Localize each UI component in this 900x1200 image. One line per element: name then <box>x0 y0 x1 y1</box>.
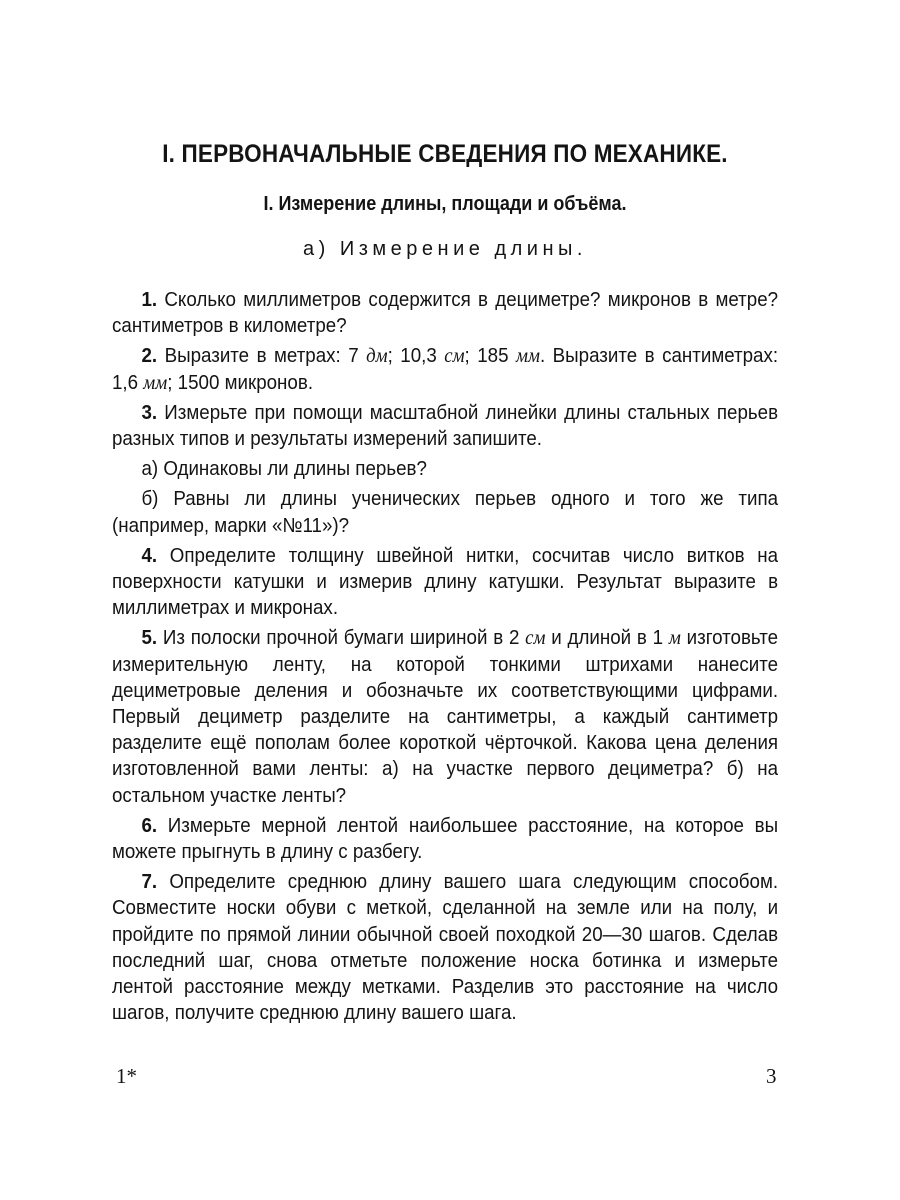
unit: см <box>444 345 465 368</box>
unit: см <box>525 627 546 650</box>
problem-text: Определите среднюю длину вашего шага следующим способом. Совместите носки обуви с меткой, сделанной на земле или на полу, и пройдите по прямой линии обычной своей походкой 20—30 шагов. Сделав последний шаг, снова отметьте положение носка ботинка и измерьте лентой расстояние между метками. Разделив это расстояние на число шагов, получите среднюю длину вашего шага. <box>112 871 779 1025</box>
problem-3b: б) Равны ли длины ученических перьев одного и того же типа (например, марки «№11»)? <box>112 488 779 537</box>
signature-mark: 1* <box>116 1064 137 1088</box>
problem-number: 1. <box>141 289 158 311</box>
problem-text: и длиной в 1 <box>545 627 669 650</box>
problem-number: 3. <box>141 401 158 424</box>
problem-4 <box>112 543 778 622</box>
section-title: I. Измерение длины, площади и объёма. <box>263 193 627 215</box>
problem-number: 5. <box>141 627 158 650</box>
problem-number: 6. <box>141 814 158 837</box>
problem-text: ; 10,3 <box>387 345 445 368</box>
unit: дм <box>366 345 388 368</box>
problem-3a: а) Одинаковы ли длины перьев? <box>141 458 427 481</box>
problem-text: изготовьте измерительную ленту, на которой тонкими штрихами нанесите дециметровые деления и обозначьте их соответствующими цифрами. Первый дециметр разделите на сантиметры, а каждый сантиметр разделите ещё пополам более короткой чёрточкой. Какова цена деления изготовленной вами ленты: а) на участке первого дециметра? б) на остальном участке ленты? <box>112 627 779 807</box>
page-number: 3 <box>766 1064 777 1088</box>
problem-1 <box>112 287 778 339</box>
problem-5 <box>112 625 778 808</box>
unit: м <box>668 627 681 650</box>
problem-text: Сколько миллиметров содержится в дециметре? микронов в метре? сантиметров в километре? <box>112 289 779 338</box>
unit: мм <box>516 345 540 368</box>
page-body <box>112 140 778 1030</box>
unit: мм <box>143 371 168 394</box>
problem-3 <box>112 400 778 452</box>
problem-text: ; 1500 микронов. <box>167 371 314 394</box>
problem-text: Определите толщину швейной нитки, сосчитав число витков на поверхности катушки и измерив длину катушки. Результат выразите в миллиметрах и микронах. <box>112 544 779 620</box>
problem-7 <box>112 869 778 1026</box>
problem-number: 4. <box>141 544 158 567</box>
problem-text: Из полоски прочной бумаги шириной в 2 <box>162 627 526 650</box>
chapter-title: I. ПЕРВОНАЧАЛЬНЫЕ СВЕДЕНИЯ ПО МЕХАНИКЕ. <box>162 140 728 168</box>
problem-text: Измерьте мерной лентой наибольшее расстояние, на которое вы можете прыгнуть в длину с разбегу. <box>112 814 779 864</box>
problem-6 <box>112 813 778 865</box>
problem-text: Измерьте при помощи масштабной линейки длины стальных перьев разных типов и результаты измерений запишите. <box>112 401 779 451</box>
problem-text: ; 185 <box>464 345 517 368</box>
problem-number: 7. <box>141 871 158 894</box>
problem-2 <box>112 343 778 395</box>
problem-text: Выразите в метрах: 7 <box>164 345 367 368</box>
problem-text: . Выразите в сантиметрах: 1,6 <box>112 345 779 394</box>
subsection-title: а) Измерение длины. <box>303 238 587 260</box>
problems-text <box>112 287 778 1026</box>
problem-number: 2. <box>141 345 158 368</box>
